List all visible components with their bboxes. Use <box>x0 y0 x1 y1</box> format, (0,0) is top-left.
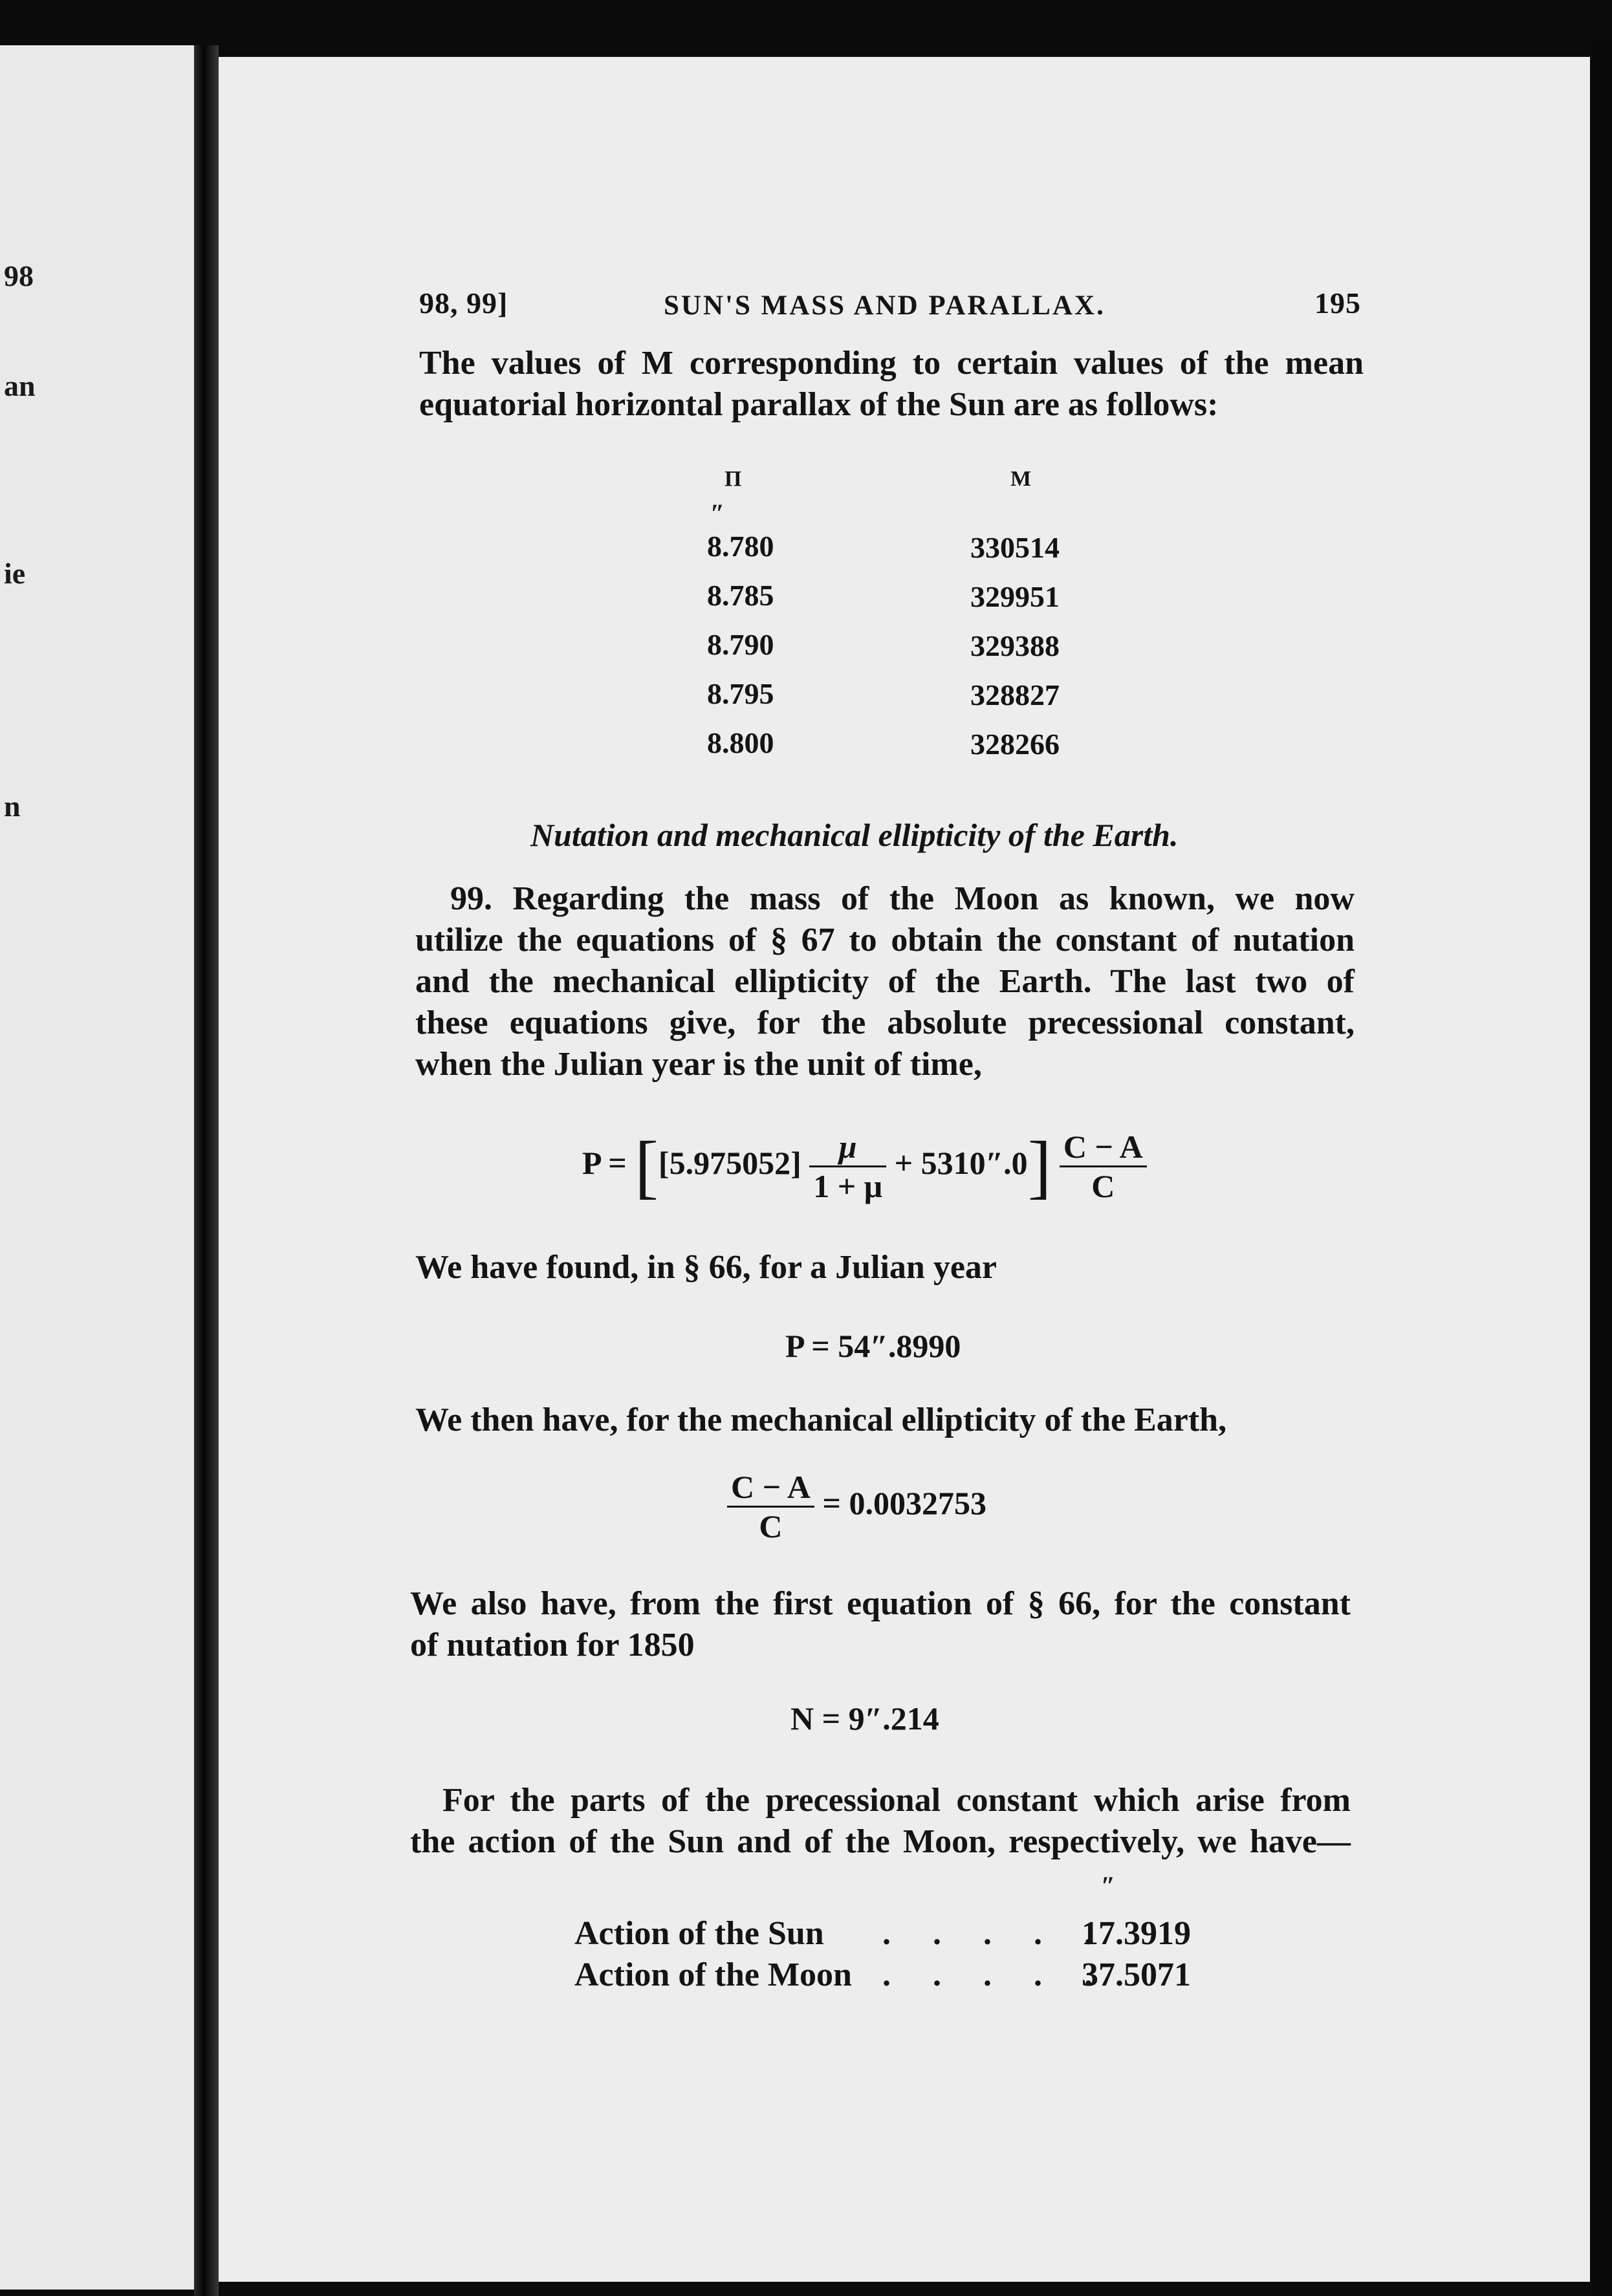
action-label: Action of the Moon <box>574 1956 852 1993</box>
fraction-denominator: C <box>1060 1165 1147 1205</box>
scan-border <box>1590 39 1612 2296</box>
leader-dots: . . . . . <box>882 1956 1109 1993</box>
table-cell-mass: 328266 <box>970 728 1060 761</box>
ellipticity-equation <box>727 1468 986 1545</box>
text-line: We have found, in § 66, for a Julian year <box>415 1249 997 1286</box>
table-cell-mass: 330514 <box>970 531 1060 564</box>
table-cell-mass: 329388 <box>970 629 1060 662</box>
mu-fraction <box>809 1128 886 1205</box>
fraction-denominator: C <box>727 1506 814 1545</box>
table-cell-parallax: 8.795 <box>707 677 774 710</box>
intro-paragraph <box>419 343 1364 426</box>
table-cell-parallax: 8.780 <box>707 530 774 563</box>
action-value: 37.5071 <box>1082 1956 1191 1993</box>
paragraph-99 <box>415 878 1355 1085</box>
text-precession-parts <box>410 1780 1351 1863</box>
fraction-numerator: μ <box>838 1129 857 1165</box>
section-title: Nutation and mechanical ellipticity of the Earth. <box>530 817 1179 853</box>
table-cell-parallax: 8.785 <box>707 579 774 612</box>
facing-page-fragment: ie <box>4 557 26 590</box>
column-header-mass: M <box>1010 467 1032 491</box>
action-value: 17.3919 <box>1082 1915 1191 1952</box>
fraction-numerator: C − A <box>1063 1129 1143 1165</box>
text-line: 99. Regarding the mass of the Moon as known, we now <box>450 880 1355 917</box>
right-bracket: ] <box>1027 1127 1052 1206</box>
text-line: utilize the equations of § 67 to obtain the constant of nutation <box>415 922 1355 958</box>
facing-page-fragment: an <box>4 369 36 402</box>
text-line: equatorial horizontal parallax of the Sun are as follows: <box>419 386 1219 423</box>
equation-term: + 5310″.0 <box>894 1144 1028 1181</box>
text-line: when the Julian year is the unit of time, <box>415 1046 982 1083</box>
fraction-numerator: C − A <box>731 1469 811 1505</box>
equation-lhs: P = <box>582 1144 627 1181</box>
precession-equation <box>582 1125 1147 1208</box>
ellipticity-fraction <box>727 1468 814 1545</box>
facing-page-fragment: 98 <box>4 259 34 292</box>
fraction-denominator: 1 + μ <box>809 1165 886 1205</box>
text-line: and the mechanical ellipticity of the Earth. The last two of <box>415 963 1355 1000</box>
ellipticity-fraction <box>1060 1128 1147 1205</box>
section-reference: 98, 99] <box>419 287 508 319</box>
text-julian-year <box>415 1247 997 1288</box>
facing-page-fragment: n <box>4 790 21 823</box>
equation-coefficient: [5.975052] <box>658 1144 801 1181</box>
action-label: Action of the Sun <box>574 1915 824 1952</box>
text-line: the action of the Sun and of the Moon, respectively, we have— <box>410 1823 1351 1860</box>
book-gutter <box>194 45 219 2296</box>
text-line: We also have, from the first equation of § 66, for the constant <box>410 1585 1351 1622</box>
table-cell-parallax: 8.790 <box>707 628 774 661</box>
nutation-equation: N = 9″.214 <box>790 1700 939 1737</box>
equation-rhs: = 0.0032753 <box>822 1484 986 1521</box>
table-cell-mass: 329951 <box>970 580 1060 613</box>
text-line: of nutation for 1850 <box>410 1627 695 1663</box>
seconds-mark: ″ <box>1101 1871 1116 1900</box>
leader-dots: . . . . . <box>882 1915 1109 1952</box>
seconds-mark: ″ <box>710 499 725 528</box>
text-ellipticity <box>415 1400 1226 1441</box>
table-cell-parallax: 8.800 <box>707 726 774 759</box>
left-bracket: [ <box>635 1127 659 1206</box>
text-line: For the parts of the precessional constant which arise from <box>442 1782 1351 1819</box>
text-line: The values of M corresponding to certain values of the mean <box>419 345 1364 382</box>
precession-value-equation: P = 54″.8990 <box>785 1328 961 1364</box>
table-cell-mass: 328827 <box>970 678 1060 711</box>
text-nutation <box>410 1583 1351 1666</box>
text-line: We then have, for the mechanical ellipticity of the Earth, <box>415 1402 1227 1438</box>
text-line: these equations give, for the absolute precessional constant, <box>415 1004 1355 1041</box>
running-title: SUN'S MASS AND PARALLAX. <box>664 290 1106 321</box>
column-header-parallax: Π <box>724 467 742 491</box>
facing-page-edge <box>0 45 194 2290</box>
page-number: 195 <box>1314 287 1361 319</box>
